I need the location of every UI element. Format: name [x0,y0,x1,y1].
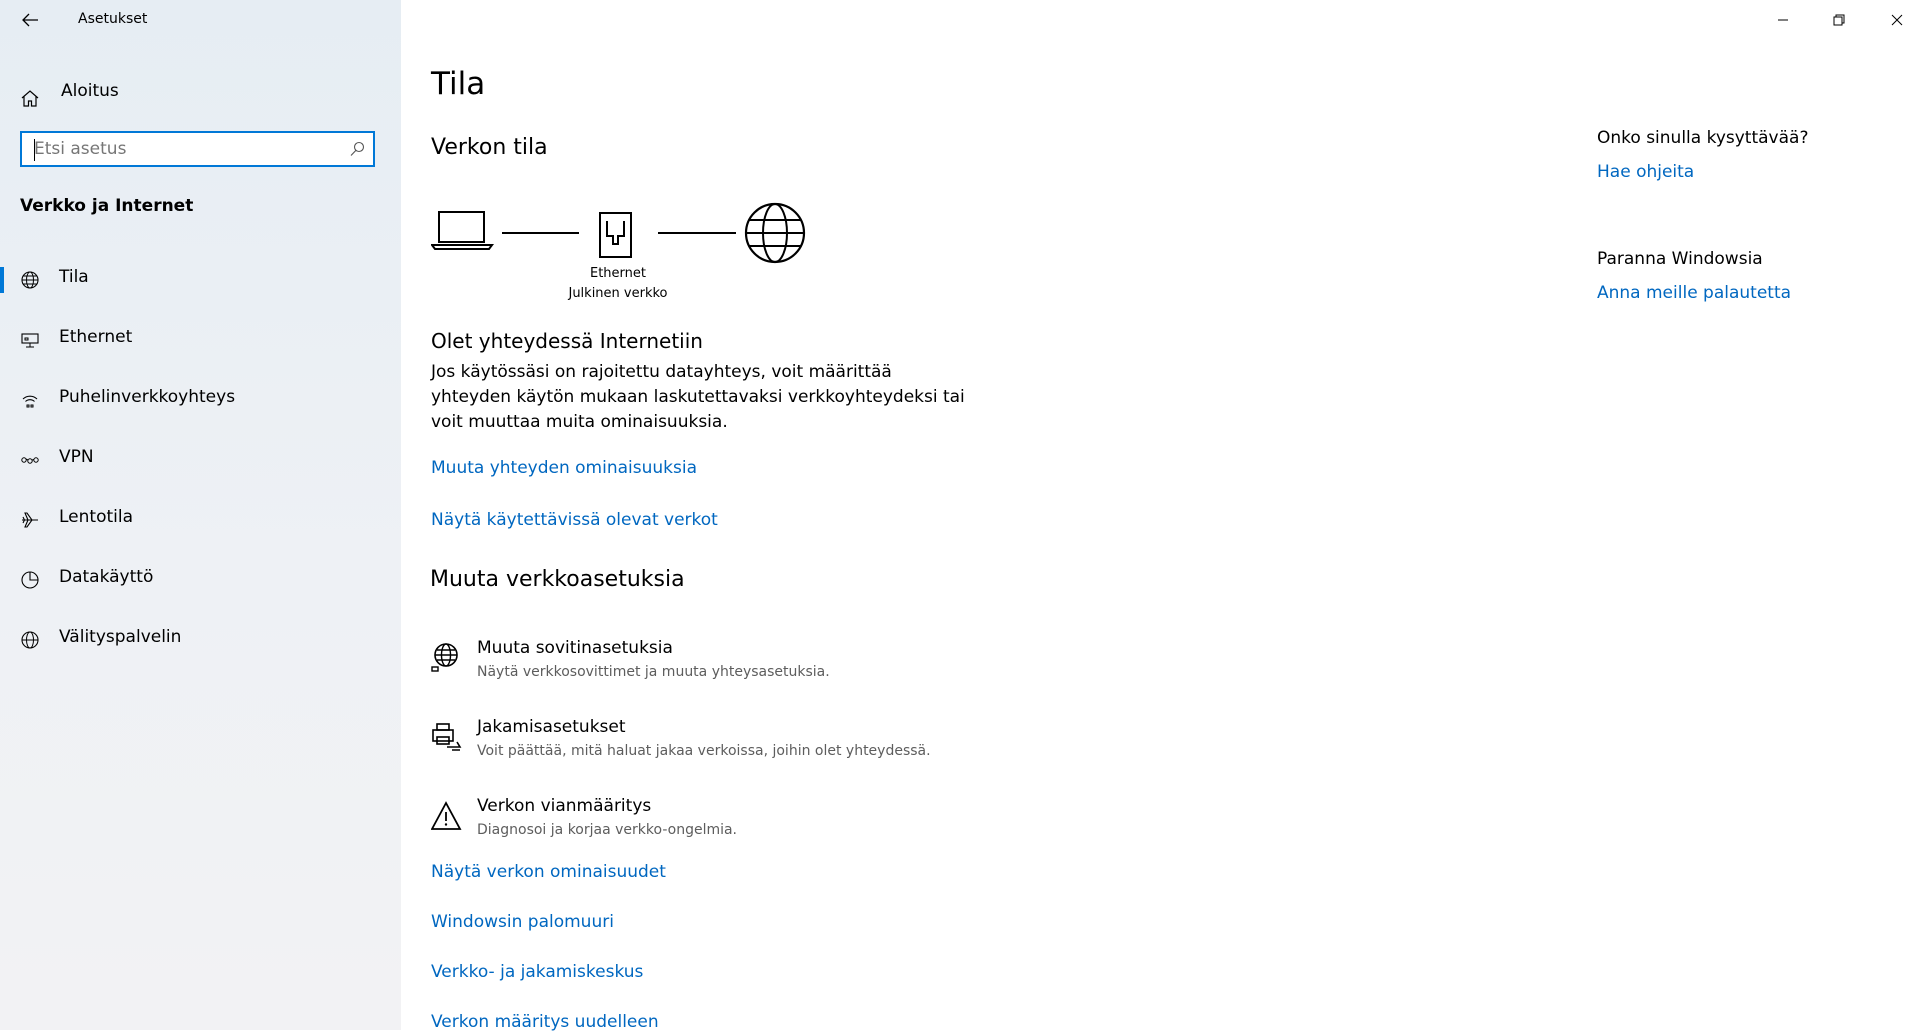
sidebar [0,0,401,1030]
sidebar-item-tila[interactable] [0,255,401,303]
sidebar-item-label: Tila [59,267,89,287]
sidebar-item-label: VPN [59,447,94,467]
search-input[interactable] [34,137,334,161]
restore-button[interactable] [1816,0,1862,40]
search-icon[interactable] [349,141,365,157]
setting-title: Verkon vianmääritys [477,796,652,816]
close-button[interactable] [1874,0,1920,40]
questions-heading: Onko sinulla kysyttävää? [1597,128,1809,148]
view-network-properties-link[interactable]: Näytä verkon ominaisuudet [431,862,666,882]
network-troubleshooter-item[interactable] [431,796,1031,852]
warning-icon [431,800,463,832]
give-feedback-link[interactable]: Anna meille palautetta [1597,283,1792,303]
printer-share-icon [431,721,463,753]
setting-description: Voit päättää, mitä haluat jakaa verkoissa, joihin olet yhteydessä. [477,743,931,759]
laptop-icon [432,212,492,249]
restore-icon [1833,14,1845,26]
minimize-button[interactable] [1760,0,1806,40]
sidebar-item-airplane[interactable] [0,495,401,543]
adapter-name: Ethernet [590,266,646,281]
globe-adapter-icon [431,642,463,674]
sidebar-item-label: Lentotila [59,507,134,527]
page-title: Tila [431,66,486,102]
data-usage-icon [20,570,40,590]
sidebar-item-label: Datakäyttö [59,567,154,587]
sidebar-item-data-usage[interactable] [0,555,401,603]
network-status-heading: Verkon tila [431,135,548,160]
setting-description: Näytä verkkosovittimet ja muuta yhteysasetuksia. [477,664,830,680]
get-help-link[interactable]: Hae ohjeita [1597,162,1695,182]
sharing-settings-item[interactable] [431,717,1031,773]
change-network-settings-heading: Muuta verkkoasetuksia [430,567,685,592]
network-sharing-center-link[interactable]: Verkko- ja jakamiskeskus [431,962,644,982]
internet-globe-icon [746,204,804,262]
ethernet-icon [20,330,40,350]
search-box[interactable] [20,131,375,167]
sidebar-item-ethernet[interactable] [0,315,401,363]
change-connection-properties-link[interactable]: Muuta yhteyden ominaisuuksia [431,458,697,478]
home-icon [20,88,40,108]
section-title: Verkko ja Internet [20,196,194,216]
sidebar-item-dialup[interactable] [0,375,401,423]
setting-description: Diagnosoi ja korjaa verkko-ongelmia. [477,822,738,838]
show-available-networks-link[interactable]: Näytä käytettävissä olevat verkot [431,510,718,530]
ethernet-port-icon [600,213,631,257]
setting-title: Jakamisasetukset [477,717,626,737]
minimize-icon [1777,14,1789,26]
dialup-icon [20,390,40,410]
text-caret [34,139,35,161]
close-icon [1891,14,1903,26]
back-button[interactable] [18,8,42,32]
adapter-profile: Julkinen verkko [568,286,668,301]
globe-icon [20,630,40,650]
sidebar-home-label: Aloitus [61,81,119,101]
improve-windows-heading: Paranna Windowsia [1597,249,1763,269]
sidebar-item-label: Puhelinverkkoyhteys [59,387,236,407]
back-arrow-icon [18,8,42,32]
globe-status-icon [20,270,40,290]
network-reset-link[interactable]: Verkon määritys uudelleen [431,1012,659,1032]
selected-indicator [0,267,4,293]
adapter-settings-item[interactable] [431,638,1031,694]
app-title: Asetukset [78,11,148,27]
sidebar-item-vpn[interactable] [0,435,401,483]
connection-status-title: Olet yhteydessä Internetiin [431,329,703,353]
sidebar-item-label: Ethernet [59,327,133,347]
sidebar-home[interactable] [0,76,401,120]
connection-status-description: Jos käytössäsi on rajoitettu datayhteys, voit määrittää yhteyden käytön mukaan laskutettavaksi verkkoyhteydeksi tai voit muuttaa muita ominaisuuksia. [431,362,965,432]
sidebar-item-label: Välityspalvelin [59,627,182,647]
windows-firewall-link[interactable]: Windowsin palomuuri [431,912,614,932]
setting-title: Muuta sovitinasetuksia [477,638,673,658]
sidebar-item-proxy[interactable] [0,615,401,663]
vpn-icon [20,450,40,470]
airplane-icon [20,510,40,530]
